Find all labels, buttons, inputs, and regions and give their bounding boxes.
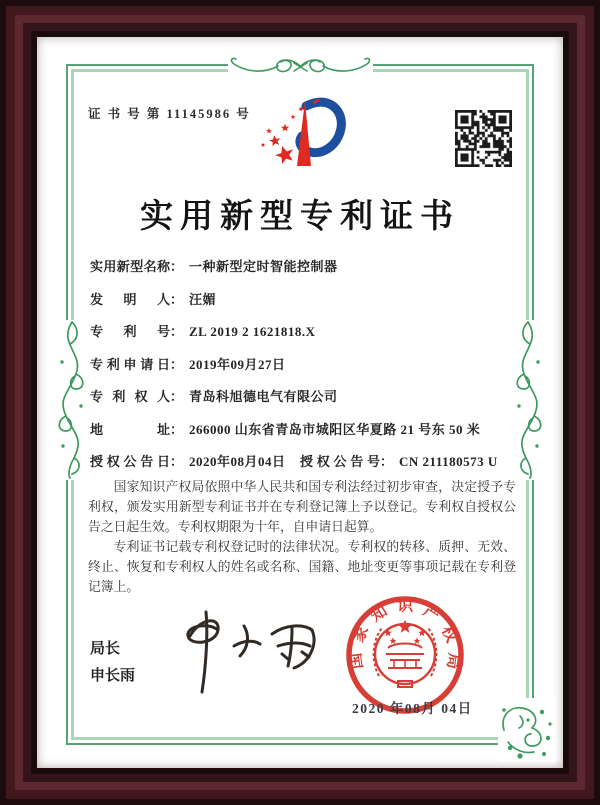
field-row-filing-date — [90, 354, 514, 374]
officer-title: 局长 — [90, 641, 121, 657]
field-label: 实用新型名称 — [90, 259, 170, 274]
cnipa-logo-icon — [258, 96, 348, 172]
certificate-title: 实用新型专利证书 — [140, 199, 460, 235]
qr-code — [455, 110, 512, 167]
colon: ： — [170, 454, 184, 469]
field-value: 266000 山东省青岛市城阳区华夏路 21 号东 50 米 — [189, 422, 481, 437]
field-row-name — [90, 256, 514, 276]
field-label: 专利号 — [90, 324, 170, 339]
grant-date-label: 授权公告日 — [90, 454, 170, 469]
field-label: 发明人 — [90, 292, 170, 307]
field-value: 汪媚 — [189, 292, 217, 307]
officer-block — [90, 636, 135, 690]
field-label: 地址 — [90, 422, 170, 437]
colon: ： — [170, 389, 184, 404]
colon: ： — [170, 324, 184, 339]
top-flourish-ornament — [228, 54, 373, 80]
grant-number-label: 授权公告号 — [300, 454, 380, 469]
field-value: ZL 2019 2 1621818.X — [189, 324, 316, 339]
grant-date-value: 2020年08月04日 — [189, 454, 286, 469]
seal-text: 国家知识产权局 — [347, 597, 463, 671]
signature-icon — [152, 600, 327, 705]
colon: ： — [170, 292, 184, 307]
colon: ： — [170, 259, 184, 274]
legal-paragraph-1: 国家知识产权局依照中华人民共和国专利法经过初步审查，决定授予专利权，颁发实用新型专利证书并在专利登记簿上予以登记。专利权自授权公告之日起生效。专利权期限为十年，自申请日起算。 — [88, 480, 516, 534]
field-label: 专利权人 — [90, 389, 170, 404]
field-value: 一种新型定时智能控制器 — [189, 259, 338, 274]
field-row-patent-number — [90, 321, 514, 341]
colon: ： — [170, 357, 184, 372]
seal-date: 2020 年08月 04日 — [352, 701, 473, 716]
field-row-address — [90, 419, 514, 439]
field-value: 2019年09月27日 — [189, 357, 286, 372]
legal-text — [88, 477, 516, 597]
right-vine-ornament — [514, 320, 544, 480]
field-label: 专利申请日 — [90, 357, 170, 372]
officer-name: 申长雨 — [90, 668, 136, 684]
certificate-number: 证 书 号 第 11145986 号 — [88, 107, 251, 121]
colon: ： — [380, 454, 394, 469]
field-row-patentee — [90, 386, 514, 406]
grant-number-value: CN 211180573 U — [399, 454, 498, 469]
colon: ： — [170, 422, 184, 437]
legal-paragraph-2: 专利证书记载专利权登记时的法律状况。专利权的转移、质押、无效、终止、恢复和专利权人的姓名或名称、国籍、地址变更等事项记载在专利登记簿上。 — [88, 540, 516, 594]
corner-cluster-ornament — [498, 698, 556, 762]
left-vine-ornament — [56, 320, 86, 480]
field-value: 青岛科旭德电气有限公司 — [189, 389, 338, 404]
field-row-inventor — [90, 289, 514, 309]
field-row-grant — [90, 451, 514, 471]
